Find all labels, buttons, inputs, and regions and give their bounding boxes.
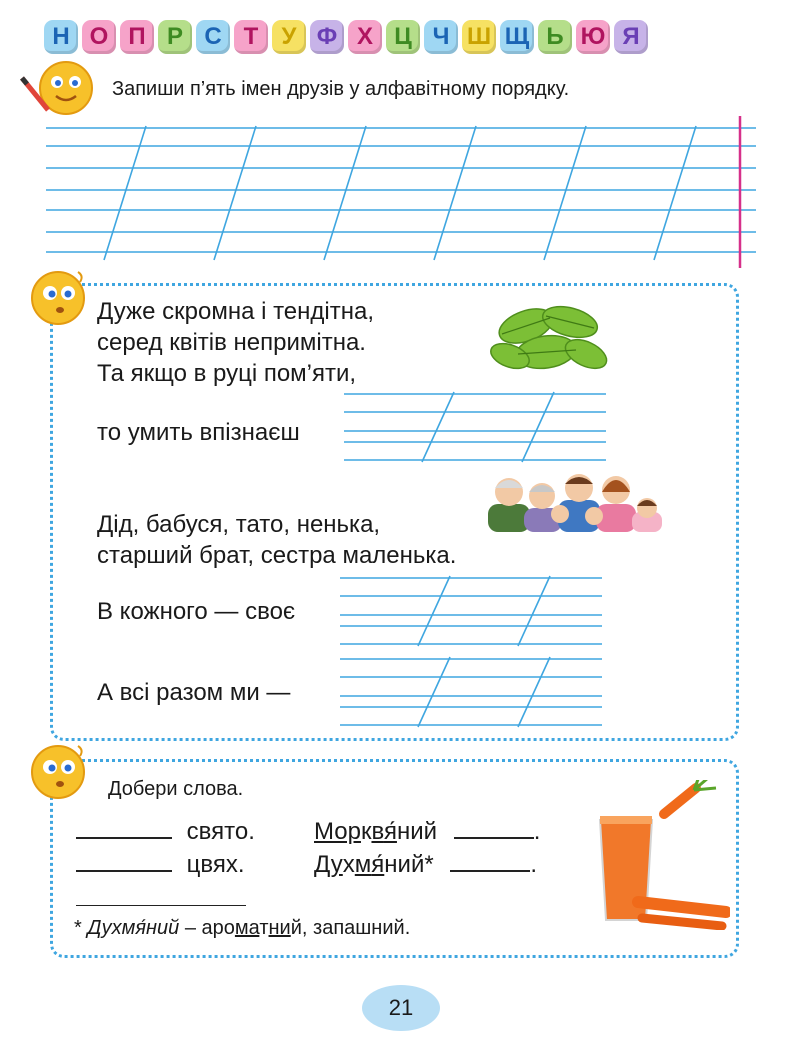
- riddle1-line1: Дуже скромна і тендітна,: [97, 298, 375, 325]
- answer-blank[interactable]: [450, 870, 530, 872]
- word2-part: я́: [371, 851, 385, 878]
- alphabet-letter: Я: [614, 20, 648, 54]
- mint-leaves-image: [486, 296, 614, 378]
- footnote-divider: [76, 905, 246, 906]
- carrot-juice-image: [582, 780, 730, 930]
- word2-part: х: [342, 851, 355, 878]
- handwriting-lines[interactable]: [46, 112, 760, 272]
- answer-lines-2[interactable]: [340, 570, 606, 650]
- alphabet-letter: Ь: [538, 20, 572, 54]
- riddle2-line1: Дід, бабуся, тато, ненька,: [97, 511, 381, 538]
- answer-lines-1[interactable]: [344, 386, 610, 466]
- riddle1-line4: то умить впізнаєш: [97, 419, 300, 446]
- footnote-text: – аро: [179, 917, 235, 939]
- alphabet-letter: Ц: [386, 20, 420, 54]
- answer-blank[interactable]: [76, 837, 172, 839]
- page-number: 21: [362, 985, 440, 1031]
- footnote-text: й, запашний.: [290, 917, 411, 939]
- footnote: [74, 914, 410, 943]
- word1: [314, 817, 540, 846]
- word1-part: в: [371, 818, 384, 845]
- riddle2-line4: А всі разом ми —: [97, 679, 291, 706]
- alphabet-letter: П: [120, 20, 154, 54]
- word1-part: я́: [383, 818, 397, 845]
- task3-instruction: Добери слова.: [108, 778, 244, 800]
- word2: [314, 850, 537, 879]
- row2-left: [76, 850, 245, 879]
- footnote-star: *: [74, 917, 88, 939]
- word2-part: ний*: [384, 851, 434, 878]
- thinking-smiley-icon: [28, 740, 92, 802]
- riddle2-line3: В кожного — своє: [97, 598, 296, 625]
- word2-part: м: [354, 851, 372, 878]
- alphabet-letter: Щ: [500, 20, 534, 54]
- alphabet-letter: О: [82, 20, 116, 54]
- answer-blank[interactable]: [454, 837, 534, 839]
- riddle2-line2: старший брат, сестра маленька.: [97, 542, 457, 569]
- alphabet-letter: Р: [158, 20, 192, 54]
- alphabet-strip: [44, 20, 648, 54]
- answer-lines-3[interactable]: [340, 651, 606, 731]
- alphabet-letter: Н: [44, 20, 78, 54]
- task1-instruction: Запиши п’ять імен друзів у алфавітному порядку.: [112, 78, 570, 100]
- thinking-smiley-icon: [28, 266, 92, 328]
- period: .: [533, 818, 541, 845]
- word1-part: Мор: [314, 818, 361, 845]
- footnote-text: т: [259, 917, 269, 939]
- period: .: [530, 851, 538, 878]
- alphabet-letter: Ч: [424, 20, 458, 54]
- word1-part: ний: [396, 818, 438, 845]
- row1-left: [76, 817, 255, 846]
- word1-part: к: [360, 818, 372, 845]
- riddle1-line2: серед квітів непримітна.: [97, 329, 366, 356]
- footnote-text: ни: [268, 917, 291, 939]
- row2-word: цвях.: [186, 851, 245, 878]
- alphabet-letter: Ш: [462, 20, 496, 54]
- footnote-text: ма: [234, 917, 260, 939]
- alphabet-letter: Т: [234, 20, 268, 54]
- answer-blank[interactable]: [76, 870, 172, 872]
- alphabet-letter: Х: [348, 20, 382, 54]
- alphabet-letter: С: [196, 20, 230, 54]
- alphabet-letter: Ю: [576, 20, 610, 54]
- word2-part: Ду: [314, 851, 343, 878]
- row1-word: свято.: [186, 818, 255, 845]
- alphabet-letter: У: [272, 20, 306, 54]
- footnote-term: Духмя́ний: [87, 917, 180, 939]
- family-image: [484, 470, 674, 532]
- alphabet-letter: Ф: [310, 20, 344, 54]
- riddle1-line3: Та якщо в руці пом’яти,: [97, 360, 357, 387]
